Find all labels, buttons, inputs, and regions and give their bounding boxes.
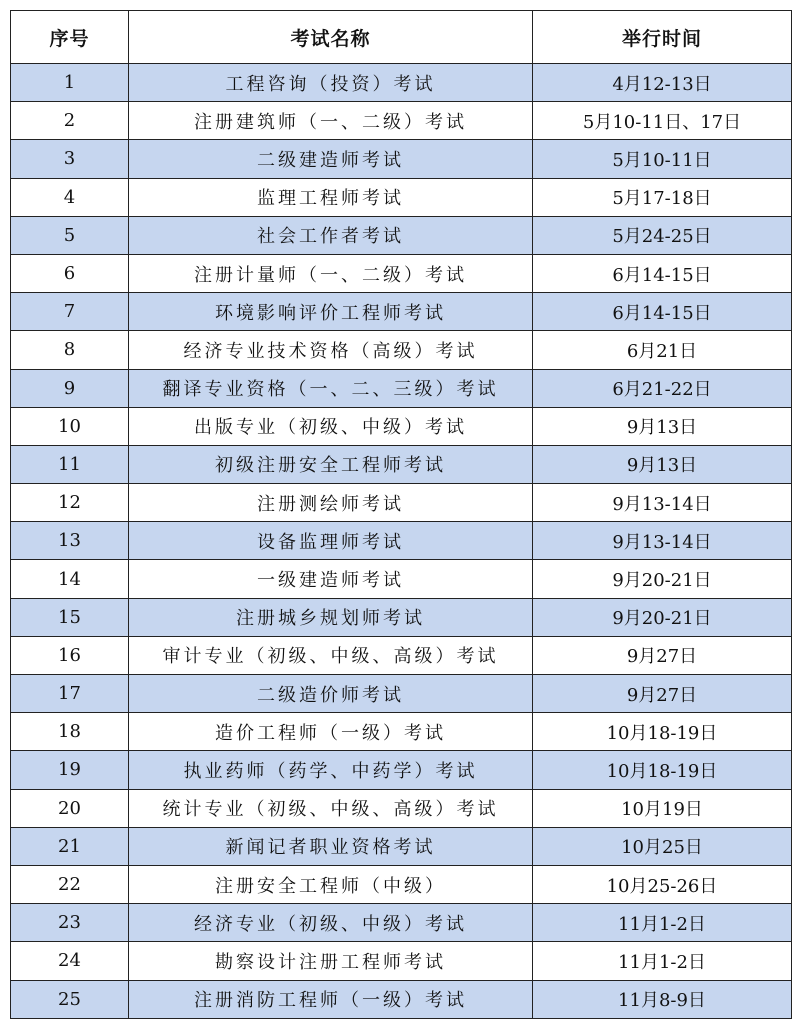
table-row <box>11 445 792 483</box>
table-row <box>11 865 792 903</box>
table-body <box>11 64 792 1019</box>
row-exam-name: 造价工程师（一级）考试 <box>129 713 533 751</box>
row-exam-name: 经济专业技术资格（高级）考试 <box>129 331 533 369</box>
row-exam-name: 新闻记者职业资格考试 <box>129 827 533 865</box>
row-serial-number: 20 <box>11 789 129 827</box>
row-exam-date: 9月20-21日 <box>533 598 792 636</box>
table-row <box>11 904 792 942</box>
table-row <box>11 713 792 751</box>
row-exam-name: 执业药师（药学、中药学）考试 <box>129 751 533 789</box>
row-serial-number: 4 <box>11 178 129 216</box>
table-row <box>11 140 792 178</box>
header-exam-date: 举行时间 <box>533 11 792 64</box>
row-exam-name: 注册计量师（一、二级）考试 <box>129 254 533 292</box>
row-exam-name: 审计专业（初级、中级、高级）考试 <box>129 636 533 674</box>
row-exam-date: 9月27日 <box>533 636 792 674</box>
table-row <box>11 675 792 713</box>
row-exam-date: 5月17-18日 <box>533 178 792 216</box>
row-serial-number: 23 <box>11 904 129 942</box>
row-exam-name: 二级建造师考试 <box>129 140 533 178</box>
row-serial-number: 10 <box>11 407 129 445</box>
table-row <box>11 331 792 369</box>
table-row <box>11 178 792 216</box>
row-serial-number: 14 <box>11 560 129 598</box>
table-row <box>11 216 792 254</box>
row-serial-number: 24 <box>11 942 129 980</box>
row-exam-date: 9月20-21日 <box>533 560 792 598</box>
row-exam-name: 注册城乡规划师考试 <box>129 598 533 636</box>
row-exam-date: 10月25-26日 <box>533 865 792 903</box>
table-row <box>11 636 792 674</box>
row-exam-date: 10月25日 <box>533 827 792 865</box>
row-exam-date: 5月10-11日 <box>533 140 792 178</box>
row-serial-number: 2 <box>11 102 129 140</box>
row-exam-name: 统计专业（初级、中级、高级）考试 <box>129 789 533 827</box>
row-serial-number: 5 <box>11 216 129 254</box>
header-row <box>11 11 792 64</box>
row-exam-date: 5月24-25日 <box>533 216 792 254</box>
row-serial-number: 9 <box>11 369 129 407</box>
row-exam-name: 勘察设计注册工程师考试 <box>129 942 533 980</box>
row-exam-date: 5月10-11日、17日 <box>533 102 792 140</box>
header-exam-name: 考试名称 <box>129 11 533 64</box>
table-row <box>11 560 792 598</box>
row-exam-name: 二级造价师考试 <box>129 675 533 713</box>
row-exam-name: 注册安全工程师（中级） <box>129 865 533 903</box>
row-serial-number: 19 <box>11 751 129 789</box>
table-row <box>11 789 792 827</box>
row-exam-date: 6月21-22日 <box>533 369 792 407</box>
row-exam-date: 11月1-2日 <box>533 904 792 942</box>
table-row <box>11 369 792 407</box>
row-exam-name: 出版专业（初级、中级）考试 <box>129 407 533 445</box>
row-exam-name: 注册建筑师（一、二级）考试 <box>129 102 533 140</box>
row-exam-name: 注册消防工程师（一级）考试 <box>129 980 533 1018</box>
row-serial-number: 11 <box>11 445 129 483</box>
row-exam-date: 6月14-15日 <box>533 254 792 292</box>
row-exam-date: 11月8-9日 <box>533 980 792 1018</box>
row-exam-date: 9月27日 <box>533 675 792 713</box>
row-serial-number: 3 <box>11 140 129 178</box>
row-exam-date: 10月19日 <box>533 789 792 827</box>
exam-schedule-sheet <box>10 10 791 1019</box>
row-serial-number: 17 <box>11 675 129 713</box>
row-serial-number: 15 <box>11 598 129 636</box>
table-row <box>11 980 792 1018</box>
table-header <box>11 11 792 64</box>
table-row <box>11 522 792 560</box>
row-exam-name: 初级注册安全工程师考试 <box>129 445 533 483</box>
header-serial-number: 序号 <box>11 11 129 64</box>
table-row <box>11 293 792 331</box>
table-row <box>11 254 792 292</box>
row-exam-name: 设备监理师考试 <box>129 522 533 560</box>
row-exam-date: 9月13-14日 <box>533 522 792 560</box>
row-exam-date: 10月18-19日 <box>533 713 792 751</box>
row-serial-number: 18 <box>11 713 129 751</box>
table-row <box>11 751 792 789</box>
row-exam-name: 一级建造师考试 <box>129 560 533 598</box>
exam-schedule-table <box>10 10 792 1019</box>
row-exam-name: 环境影响评价工程师考试 <box>129 293 533 331</box>
row-serial-number: 8 <box>11 331 129 369</box>
row-exam-name: 工程咨询（投资）考试 <box>129 64 533 102</box>
row-serial-number: 1 <box>11 64 129 102</box>
row-exam-date: 11月1-2日 <box>533 942 792 980</box>
row-serial-number: 16 <box>11 636 129 674</box>
row-exam-date: 9月13日 <box>533 407 792 445</box>
row-exam-date: 6月21日 <box>533 331 792 369</box>
row-exam-date: 9月13日 <box>533 445 792 483</box>
row-exam-date: 4月12-13日 <box>533 64 792 102</box>
table-row <box>11 102 792 140</box>
table-row <box>11 484 792 522</box>
table-row <box>11 407 792 445</box>
table-row <box>11 64 792 102</box>
row-exam-name: 翻译专业资格（一、二、三级）考试 <box>129 369 533 407</box>
row-exam-name: 注册测绘师考试 <box>129 484 533 522</box>
row-serial-number: 12 <box>11 484 129 522</box>
row-exam-name: 监理工程师考试 <box>129 178 533 216</box>
row-exam-name: 社会工作者考试 <box>129 216 533 254</box>
row-serial-number: 6 <box>11 254 129 292</box>
row-serial-number: 22 <box>11 865 129 903</box>
table-row <box>11 827 792 865</box>
row-serial-number: 21 <box>11 827 129 865</box>
row-serial-number: 25 <box>11 980 129 1018</box>
table-row <box>11 942 792 980</box>
table-row <box>11 598 792 636</box>
row-exam-date: 6月14-15日 <box>533 293 792 331</box>
row-exam-name: 经济专业（初级、中级）考试 <box>129 904 533 942</box>
row-serial-number: 13 <box>11 522 129 560</box>
row-exam-date: 9月13-14日 <box>533 484 792 522</box>
row-serial-number: 7 <box>11 293 129 331</box>
row-exam-date: 10月18-19日 <box>533 751 792 789</box>
